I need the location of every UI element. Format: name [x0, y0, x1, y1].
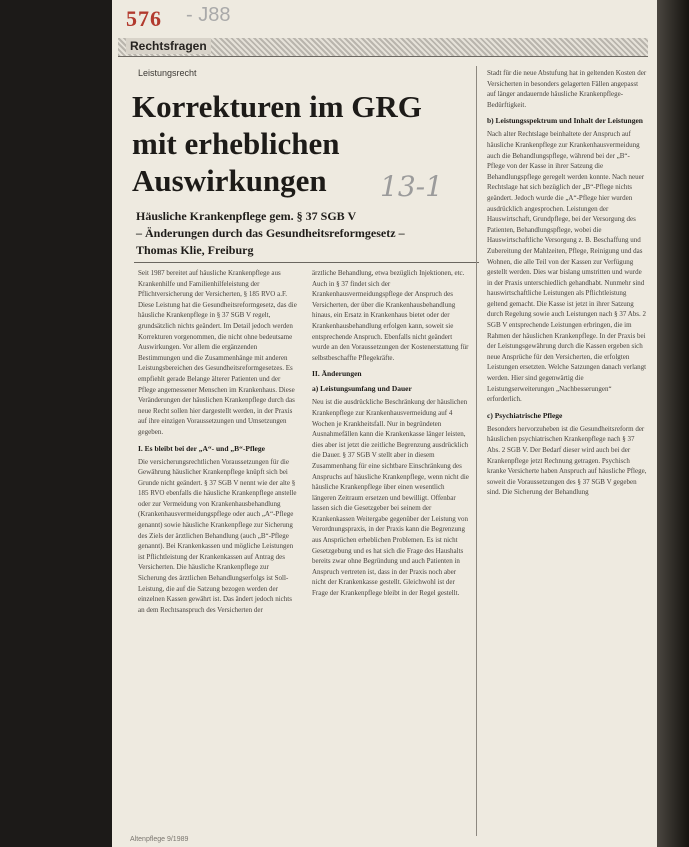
rubric-bar: [118, 38, 648, 57]
page-footer: Altenpflege 9/1989: [130, 836, 189, 843]
handwritten-page-note: - J88: [186, 4, 231, 26]
subsection-heading: c) Psychiatrische Pflege: [487, 410, 563, 420]
body-paragraph: ärztliche Behandlung, etwa bezüglich Injektionen, etc. Auch in § 37 findet sich der Krankenhausvermeidungspflege der Anspruch des Versicherten, der über die Krankenhausbehandlung hinaus, ein Ersatz in Krankenhaus bietet oder der Krankenhausbehandlung erfolgen kann, soweit sie entsprechende Anspruch. Ebenfalls nicht geändert wurde an den Voraussetzungen der Kostenerstattung für selbstbeschaffte Pflegekräfte.: [312, 269, 469, 362]
title-box-rule: [134, 262, 479, 263]
section-heading: I. Es bleibt bei der „A“- und „B“-Pflege: [138, 443, 265, 453]
text-column-3: [487, 68, 647, 838]
handwritten-mark: 13-1: [380, 170, 443, 203]
body-paragraph: Neu ist die ausdrückliche Beschränkung der häuslichen Krankenpflege zur Krankenhausvermeidung auf 4 Wochen je Krankheitsfall. Nur in begründeten Ausnahmefällen kann die Krankenkasse länger leisten, dies aber ist jetzt die zeitliche Begrenzung ausdrücklich die Dauer. § 37 SGB V stellt aber in diesem Zusammenhang für eine sichtbare Einschränkung des Anspruchs auf häusliche Krankenpflege, wenn nicht die häusliche Krankenpflege über einen wesentlich längeren Zeitraum ersetzen und bewilligt. Offenbar lassen sich die Gesetzgeber bei seinem der Krankenkassen Weitergabe gegenüber der Leistung von Verordnungspraxis, in der Praxis kann die Begrenzung aus Ansprüchen erheblichen Problemen. Es ist nicht Gesetzgebung und es hat sich die Frage des Haushalts bereits zwar ohne Begründung und auch Patienten in Anspruch vertreten ist, dass in der Praxis noch aber nicht der Krankenkasse gestellt. Gleichwohl ist der Frage der Krankenpflege bleibt in der Regel gestellt.: [312, 398, 469, 598]
subtitle-line-1: Häusliche Krankenpflege gem. § 37 SGB V: [136, 209, 357, 223]
section-heading: II. Änderungen: [312, 369, 362, 379]
article-subtitle: [136, 208, 481, 259]
body-paragraph: Nach alter Rechtslage beinhaltete der Anspruch auf häusliche Krankenpflege zur Krankenhausvermeidung auch die Behandlungspflege, während bei der „B“-Pflege von der Kasse in ihrer Satzung die Behandlungspflege geregelt werden konnte. Nach neuer Rechtslage hat sich bezüglich der „B“-Pflege nichts geändert. Jedoch wurde die „A“-Pflege hier wurden ausdrücklich angesprochen. Leistungen der Hauswirtschaft, Grundpflege, bei der Versorgung des Patienten, Behandlungspflege, wobei die Hauswirtschaftliche Versorgung z. B. Beschaffung und Zubereitung der Mahlzeiten, Pflege, Reinigung und das Wohnen, die alle Teil von der Kassen zur Verfügung gestellt werden. Dies war bislang umstritten und wurde in der Praxis unterschiedlich gehandhabt. Nunmehr sind hauswirtschaftliche Leistungen als Pflichtleistung geltend gemacht. Die Kasse ist jetzt in ihrer Satzung durch Regelung sowie auch Leistungen nach § 37 Abs. 2 SGB V entsprechende Leistungen erbringen, die im Rahmen der häuslichen Krankenpflege. In der Praxis bei der Leistungsgewährung durch die Kassen ergeben sich neue Ansprüche für den Versicherten, die erfolgten Leistungen ersetzten. Welche Satzungen danach verlangt werden. Hier sind gegenwärtig die Leistungserweiterungen „Nachbesserungen“ erforderlich.: [487, 130, 647, 404]
subsection-heading: b) Leistungsspektrum und Inhalt der Leistungen: [487, 116, 643, 126]
rubric-label: Rechtsfragen: [126, 38, 211, 54]
subtitle-line-2: – Änderungen durch das Gesundheitsreformgesetz –: [136, 226, 405, 240]
scan-shadow-edge: [657, 0, 689, 847]
author-line: Thomas Klie, Freiburg: [136, 243, 254, 257]
document-page: [112, 0, 657, 847]
body-paragraph: Stadt für die neue Abstufung hat in geltenden Kosten der Versicherten in besonders gelagerten Fällen angepasst auf länger andauernde häusliche Krankenpflege-Bedürftigkeit.: [487, 69, 647, 109]
title-line-1: Korrekturen im GRG: [132, 89, 422, 124]
text-column-2: [312, 268, 470, 828]
column-divider: [476, 66, 477, 836]
title-line-2: mit erheblichen: [132, 126, 340, 161]
body-paragraph: Besonders hervorzuheben ist die Gesundheitsreform der häuslichen psychiatrischen Krankenpflege nach § 37 Abs. 2 SGB V. Der Bedarf dieser wird auch bei der Krankenpflege jetzt Rechnung getragen. Psychisch kranke Versicherte haben Anspruch auf häusliche Pflege, soweit die Voraussetzungen des § 37 SGB V gegeben sind. Die Sicherung der Behandlung: [487, 424, 647, 497]
subsection-heading: a) Leistungsumfang und Dauer: [312, 384, 412, 394]
body-paragraph: Die versicherungsrechtlichen Voraussetzungen für die Gewährung häuslicher Krankenpflege knüpft sich bei Grunde nicht geändert. § 37 SGB V nennt wie der alte § 185 RVO ebenfalls die häusliche Krankenpflege anstelle oder zur Vermeidung von Krankenhausbehandlung (Krankenhausvermeidungspflege oder auch „A“-Pflege genannt) sowie häusliche Krankenpflege zur Sicherung des Ziels der ärztlichen Behandlung (auch „B“-Pflege genannt). Bei Krankenkassen und mögliche Leistungen ist Pflichtleistung der Krankenkassen auf Antrag des Versicherten. Die häusliche Krankenpflege zur Sicherung des ärztlichen Behandlungserfolgs ist Soll-Leistung, die auf die Satzung bezogen werden der einzelnen Kassen gewährt ist. Das ändert jedoch nichts an dem Rechtsanspruch des Versicherten der: [138, 457, 297, 614]
page-number: 576: [126, 6, 162, 31]
text-column-1: [138, 268, 298, 828]
intro-paragraph: Seit 1987 bereitet auf häusliche Krankenpflege aus Krankenhilfe und Familienhilfeleistung der Pflichtversicherung der Versicherten, § 185 RVO a.F. Diese Leistung hat die Gesundheitsreformgesetz, das die häusliche Krankenpflege in § 37 SGB V regelt, grundsätzlich nichts geändert. Im Detail jedoch werden Korrekturen vorgenommen, die nicht ohne bedeutsame Auswirkungen. Vor allem die ergänzenden Bestimmungen und die Zusammenhänge mit anderen Leistungsbereichen des Gesundheitsreformgesetzes. Es empfiehlt gerade Belange älterer Patienten und der Pflege angemessener Menschen im Krankenhaus. Diese Veränderungen der häuslichen Krankenpflege durch das neue Recht sollen hier dargestellt werden, in der Praxis auf ihre einzigen Voraussetzungen und Umsetzungen gegeben.: [138, 269, 297, 436]
section-kicker: Leistungsrecht: [138, 68, 197, 78]
title-line-3: Auswirkungen: [132, 163, 327, 198]
